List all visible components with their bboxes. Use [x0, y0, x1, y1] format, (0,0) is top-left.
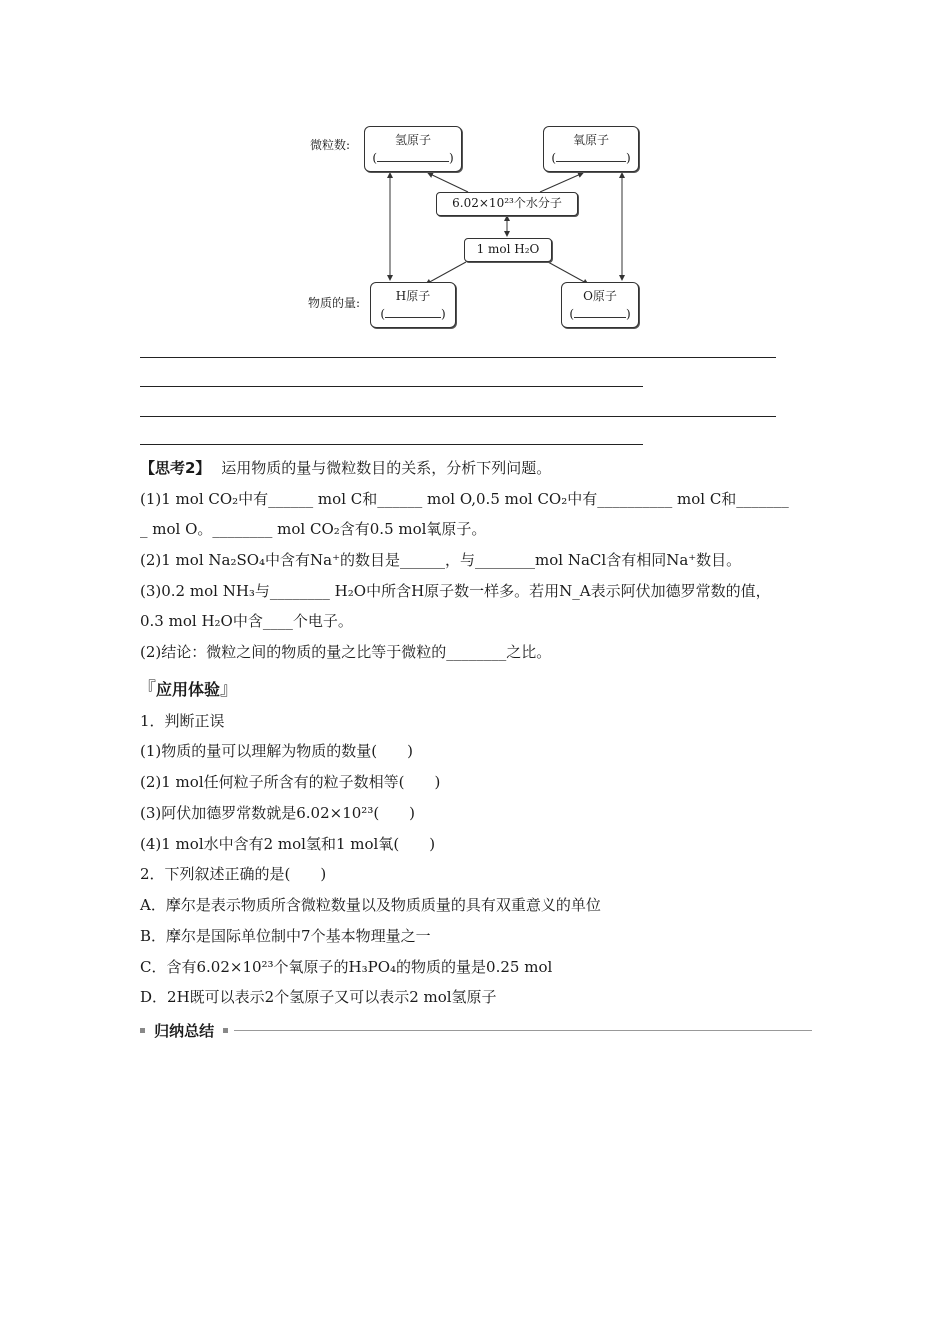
box-h-mol-label: H原子: [395, 289, 431, 303]
box-h-mol: [370, 282, 456, 328]
arrow-to-h-atoms: [428, 173, 468, 192]
arrow-to-o-atoms: [540, 173, 583, 192]
think2-heading: [140, 458, 551, 478]
summary-section-heading: [140, 1020, 812, 1040]
apply-q2-option: A．摩尔是表示物质所含微粒数量以及物质质量的具有双重意义的单位: [140, 896, 601, 914]
answer-line-1: [140, 357, 776, 358]
apply-q1-item: (2)1 mol任何粒子所含有的粒子数相等( ): [140, 773, 441, 791]
apply-q2-option: C．含有6.02×10²³个氧原子的H₃PO₄的物质的量是0.25 mol: [140, 958, 553, 976]
arrow-to-h-mol: [426, 262, 466, 284]
mole-relationship-diagram: [300, 118, 650, 336]
apply-q2-option: D．2H既可以表示2个氢原子又可以表示2 mol氢原子: [140, 988, 497, 1006]
summary-divider: [234, 1030, 812, 1031]
think2-q1-line2: _ mol O。________ mol CO₂含有0.5 mol氧原子。: [140, 520, 487, 538]
box-o-atoms-blank: ( ): [551, 151, 631, 165]
box-h-mol-blank: ( ): [380, 307, 446, 321]
box-one-mol-water: 1 mol H₂O: [464, 238, 552, 262]
answer-line-2: [140, 386, 643, 387]
think2-q1-line1: (1)1 mol CO₂中有______ mol C和______ mol O,0.5 mol CO₂中有__________ mol C和_______: [140, 490, 789, 508]
think2-tag: 【思考2】: [140, 459, 211, 477]
think2-q3-line2: 0.3 mol H₂O中含____个电子。: [140, 612, 353, 630]
row-label-particle-count: 微粒数:: [310, 138, 351, 152]
apply-q1-item: (1)物质的量可以理解为物质的数量( ): [140, 742, 413, 760]
bracket-right-icon: 』: [220, 679, 239, 700]
summary-heading-text: 归纳总结: [154, 1022, 215, 1040]
box-water-molecules: 6.02×10²³个水分子: [436, 192, 578, 216]
square-bullet-icon: [140, 1028, 145, 1033]
apply-q1-item: (4)1 mol水中含有2 mol氢和1 mol氧( ): [140, 835, 436, 853]
apply-q2-option: B．摩尔是国际单位制中7个基本物理量之一: [140, 927, 431, 945]
apply-q2-title: 2．下列叙述正确的是( ): [140, 865, 327, 883]
think2-intro: 运用物质的量与微粒数目的关系，分析下列问题。: [221, 459, 552, 477]
apply-section-heading: [138, 675, 238, 701]
answer-line-4: [140, 444, 643, 445]
answer-line-3: [140, 416, 776, 417]
think2-q2: (2)1 mol Na₂SO₄中含有Na⁺的数目是______，与________mol NaCl含有相同Na⁺数目。: [140, 551, 742, 569]
box-h-atoms-blank: ( ): [372, 151, 454, 165]
think2-q3-line1: (3)0.2 mol NH₃与________ H₂O中所含H原子数一样多。若用N_A表示阿伏加德罗常数的值，: [140, 582, 771, 600]
apply-heading-text: 应用体验: [156, 680, 221, 699]
box-h-atoms-label: 氢原子: [394, 133, 431, 147]
apply-q1-title: 1．判断正误: [140, 712, 225, 730]
box-o-mol: [561, 282, 639, 328]
box-h-atoms: [364, 126, 462, 172]
row-label-amount: 物质的量:: [308, 296, 361, 310]
think2-conclusion: (2)结论：微粒之间的物质的量之比等于微粒的________之比。: [140, 643, 552, 661]
square-bullet-icon: [223, 1028, 228, 1033]
box-o-atoms-label: 氧原子: [572, 133, 609, 147]
arrow-to-o-mol: [548, 262, 588, 284]
box-o-atoms: [543, 126, 639, 172]
bracket-left-icon: 『: [138, 679, 156, 700]
apply-q1-item: (3)阿伏加德罗常数就是6.02×10²³( ): [140, 804, 416, 822]
box-o-mol-label: O原子: [583, 289, 617, 303]
box-o-mol-blank: ( ): [569, 307, 631, 321]
